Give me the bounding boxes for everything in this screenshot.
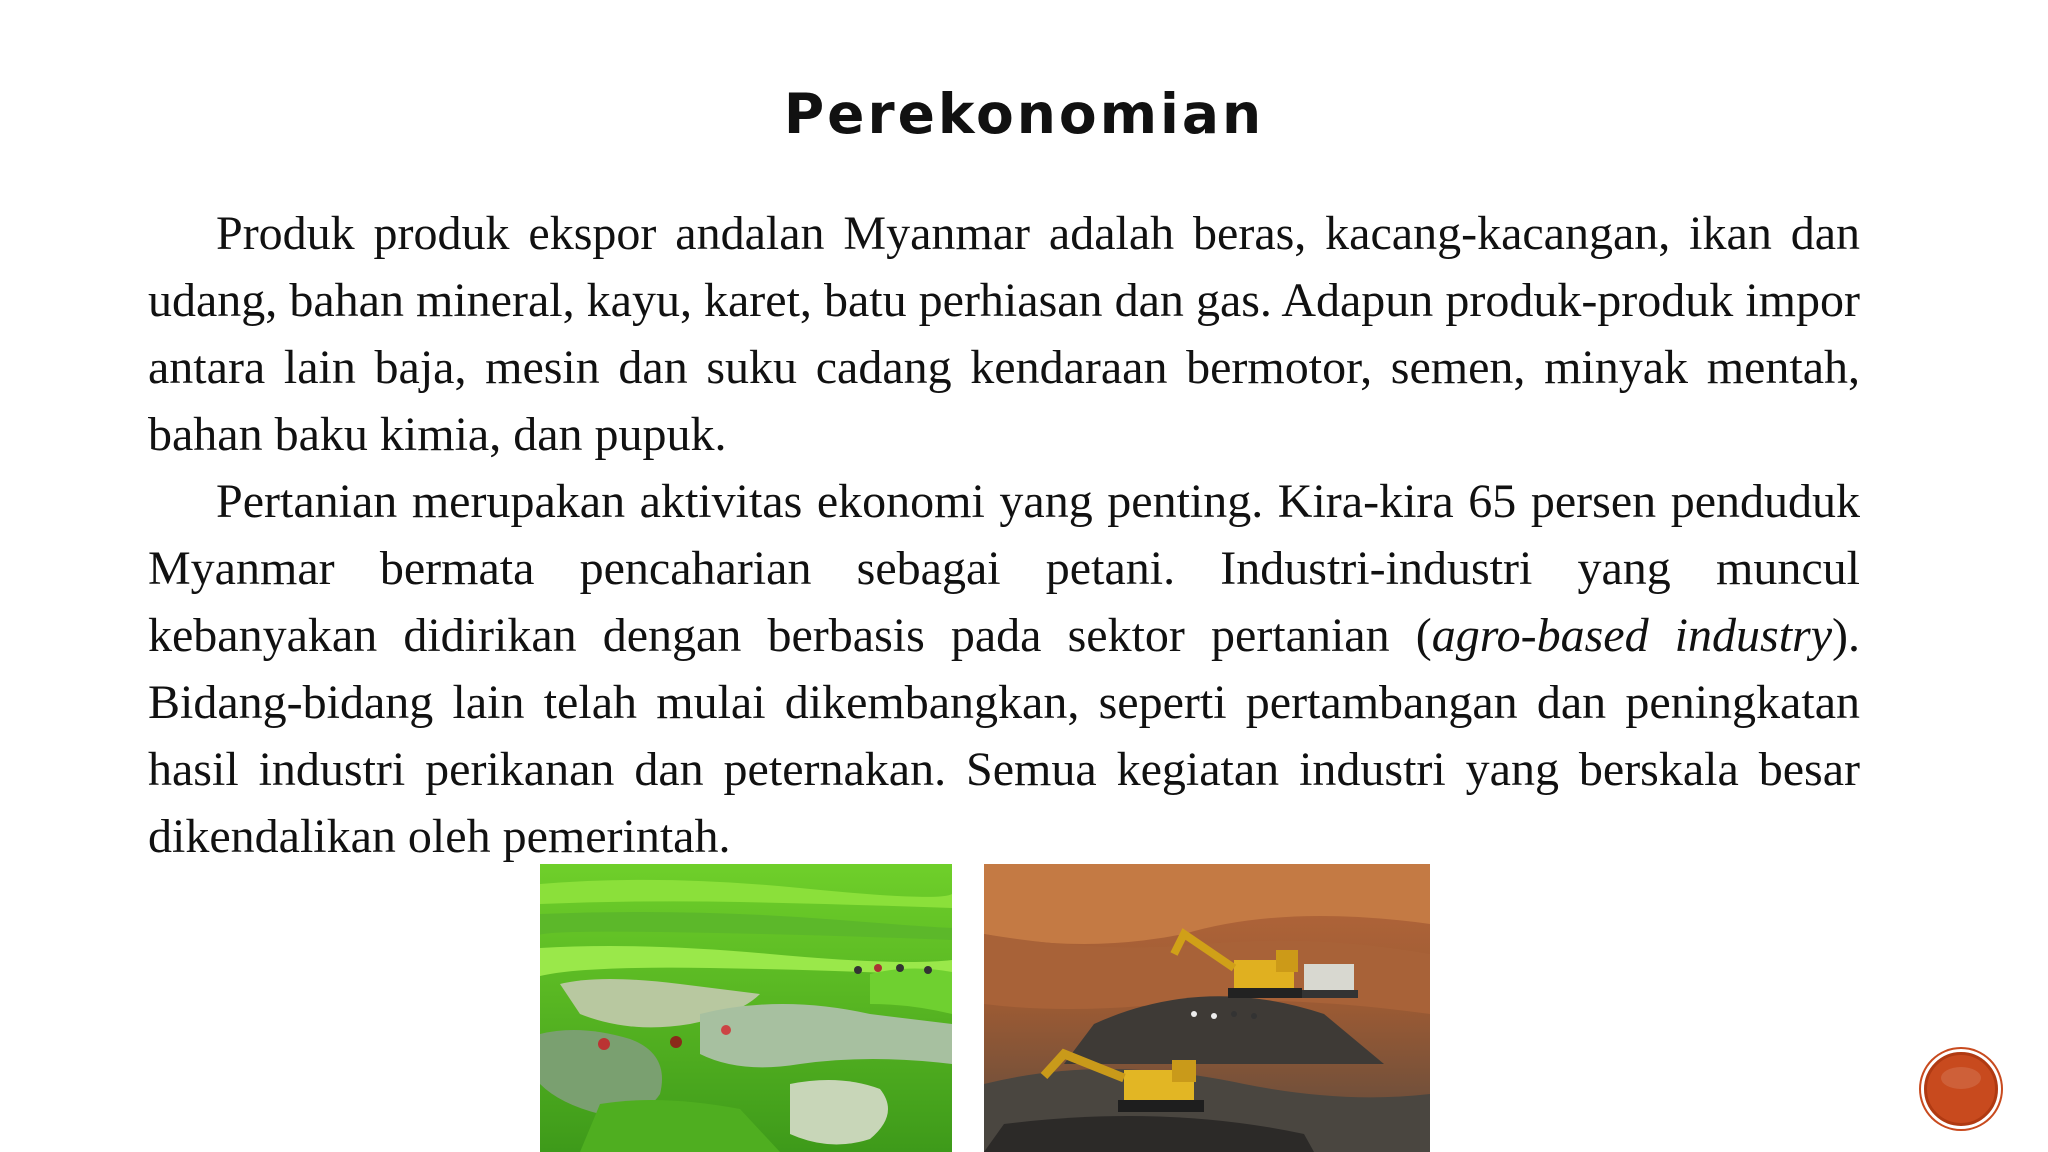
next-slide-button[interactable] — [1924, 1052, 1998, 1126]
slide-title: Perekonomian — [783, 82, 1265, 146]
paragraph-agriculture — [148, 468, 1860, 870]
mining-excavator-photo — [984, 864, 1430, 1152]
paragraph-agriculture-italic: agro-based industry — [1431, 609, 1833, 662]
paragraph-agriculture-part2: ). Bidang-bidang lain telah mulai dikembangkan, seperti pertambangan dan peningkatan hasil industri perikanan dan peternakan. Semua kegiatan industri yang berskala besar dikendalikan oleh pemerintah. — [148, 609, 1861, 863]
paragraph-agriculture-part1: Pertanian merupakan aktivitas ekonomi yang penting. Kira-kira 65 persen penduduk Myanmar bermata pencaharian sebagai petani. Industri-industri yang muncul kebanyakan didirikan dengan berbasis pada sektor pertanian ( — [148, 475, 1860, 662]
rice-terrace-photo — [540, 864, 952, 1152]
paragraph-exports: Produk produk ekspor andalan Myanmar adalah beras, kacang-kacangan, ikan dan udang, bahan mineral, kayu, karet, batu perhiasan dan gas. Adapun produk-produk impor antara lain baja, mesin dan suku cadang kendaraan bermotor, semen, minyak mentah, bahan baku kimia, dan pupuk. — [148, 207, 1860, 461]
body-text — [148, 200, 1860, 870]
